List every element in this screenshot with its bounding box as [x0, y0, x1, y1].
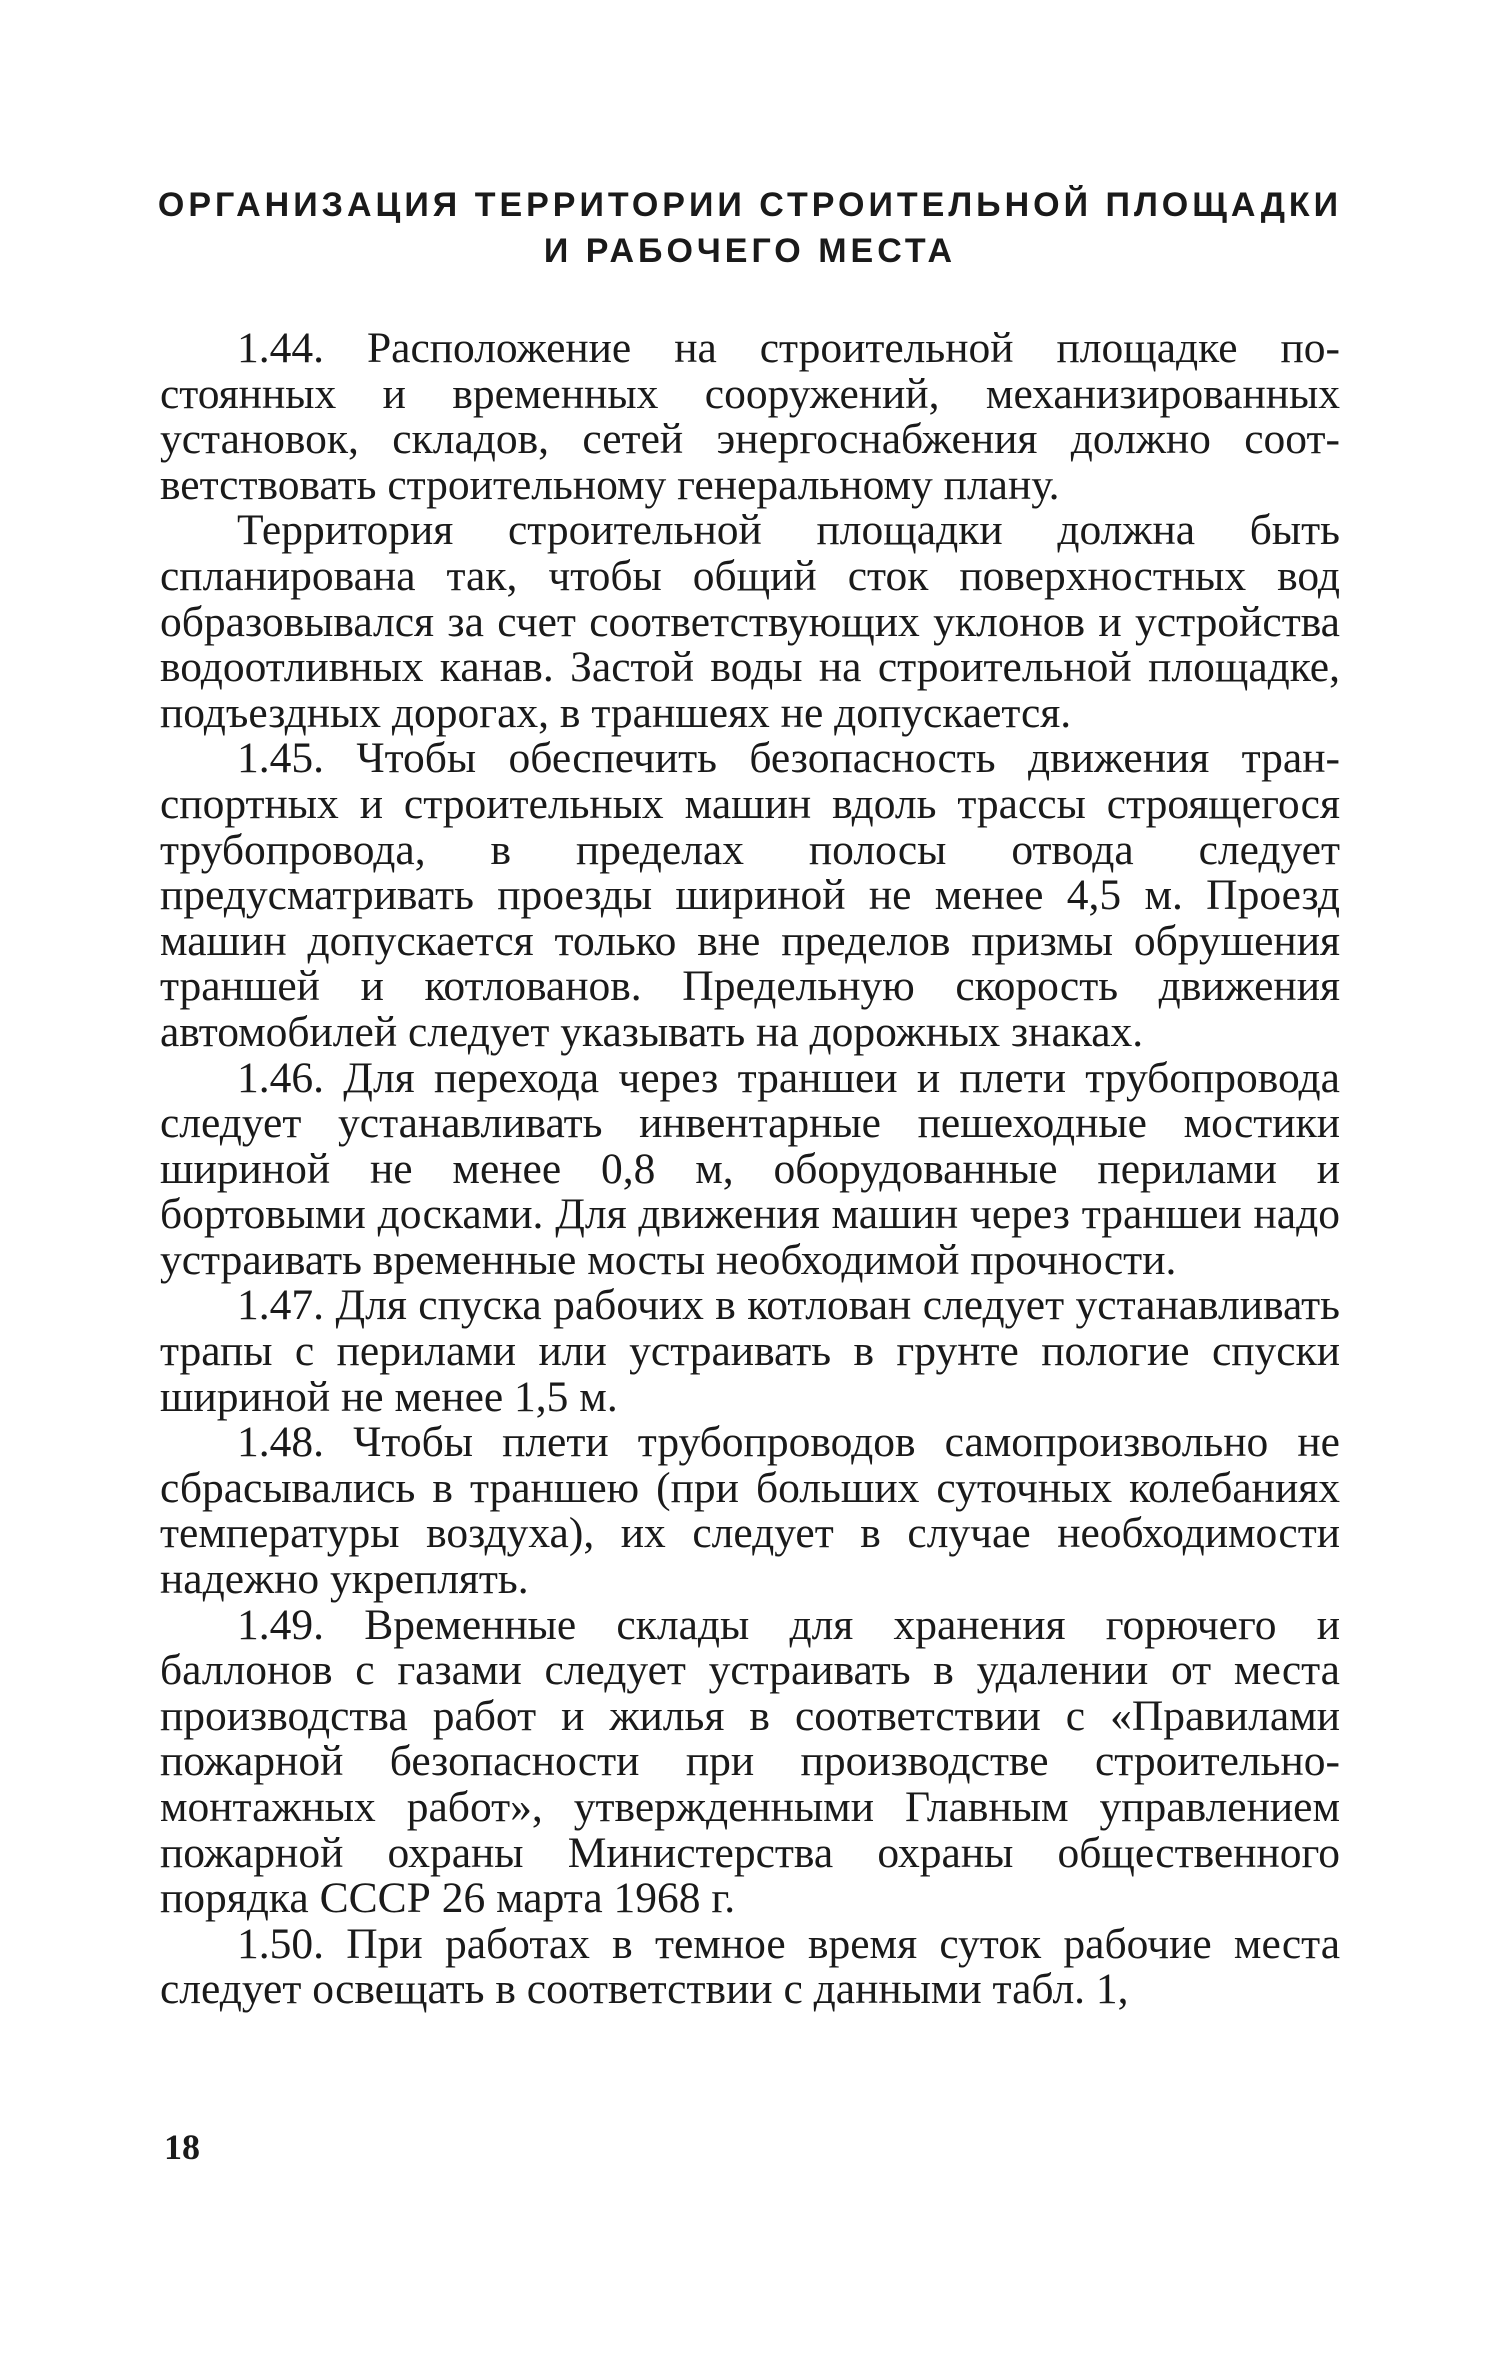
paragraph-1-46: 1.46. Для перехода через траншеи и плети трубопровода следует устанавливать инвентарные пешеходные мостики шириной не менее 0,8 м, оборудованные перилами и бортовыми досками. Для движения машин через траншеи надо устраивать временные мосты необходимой прочности. [160, 1053, 1340, 1284]
heading-line-2: И РАБОЧЕГО МЕСТА [543, 232, 957, 270]
body-text [160, 326, 1340, 2013]
paragraph-1-49: 1.49. Временные склады для хранения горючего и баллонов с газами следует устраивать в удалении от места производства работ и жилья в соответствии с «Правилами пожарной безопасности при производстве строительно-монтажных работ», утвержденными Главным управлением пожарной охраны Министерства охраны общественного порядка СССР 26 марта 1968 г. [160, 1600, 1340, 1923]
paragraph-1-47: 1.47. Для спуска рабочих в котлован следует устанавливать трапы с перилами или устраивать в грунте пологие спуски шириной не менее 1,5 м. [160, 1281, 1340, 1421]
paragraph-1-44: 1.44. Расположение на строительной площадке постоянных и временных сооружений, механизированных установок, складов, сетей энергоснабжения должно соответствовать строительному генеральному плану. [160, 324, 1340, 509]
section-heading [150, 182, 1350, 274]
paragraph-1-45: 1.45. Чтобы обеспечить безопасность движения транспортных и строительных машин вдоль трассы строящегося трубопровода, в пределах полосы отвода следует предусматривать проезды шириной не менее 4,5 м. Проезд машин допускается только вне пределов призмы обрушения траншей и котлованов. Предельную скорость движения автомобилей следует указывать на дорожных знаках. [160, 734, 1340, 1056]
paragraph-territory: Территория строительной площадки должна быть спланирована так, чтобы общий сток поверхностных вод образовывался за счет соответствующих уклонов и устройства водоотливных канав. Застой воды на строительной площадке, подъездных дорогах, в траншеях не допускается. [160, 506, 1340, 737]
page-number: 18 [164, 2127, 200, 2167]
heading-line-1: ОРГАНИЗАЦИЯ ТЕРРИТОРИИ СТРОИТЕЛЬНОЙ ПЛОЩАДКИ [157, 186, 1343, 224]
paragraph-1-50: 1.50. При работах в темное время суток рабочие места следует освещать в соответствии с данными табл. 1, [160, 1919, 1340, 2014]
paragraph-1-48: 1.48. Чтобы плети трубопроводов самопроизвольно не сбрасывались в траншею (при больших суточных колебаниях температуры воздуха), их следует в случае необходимости надежно укреплять. [160, 1418, 1340, 1604]
